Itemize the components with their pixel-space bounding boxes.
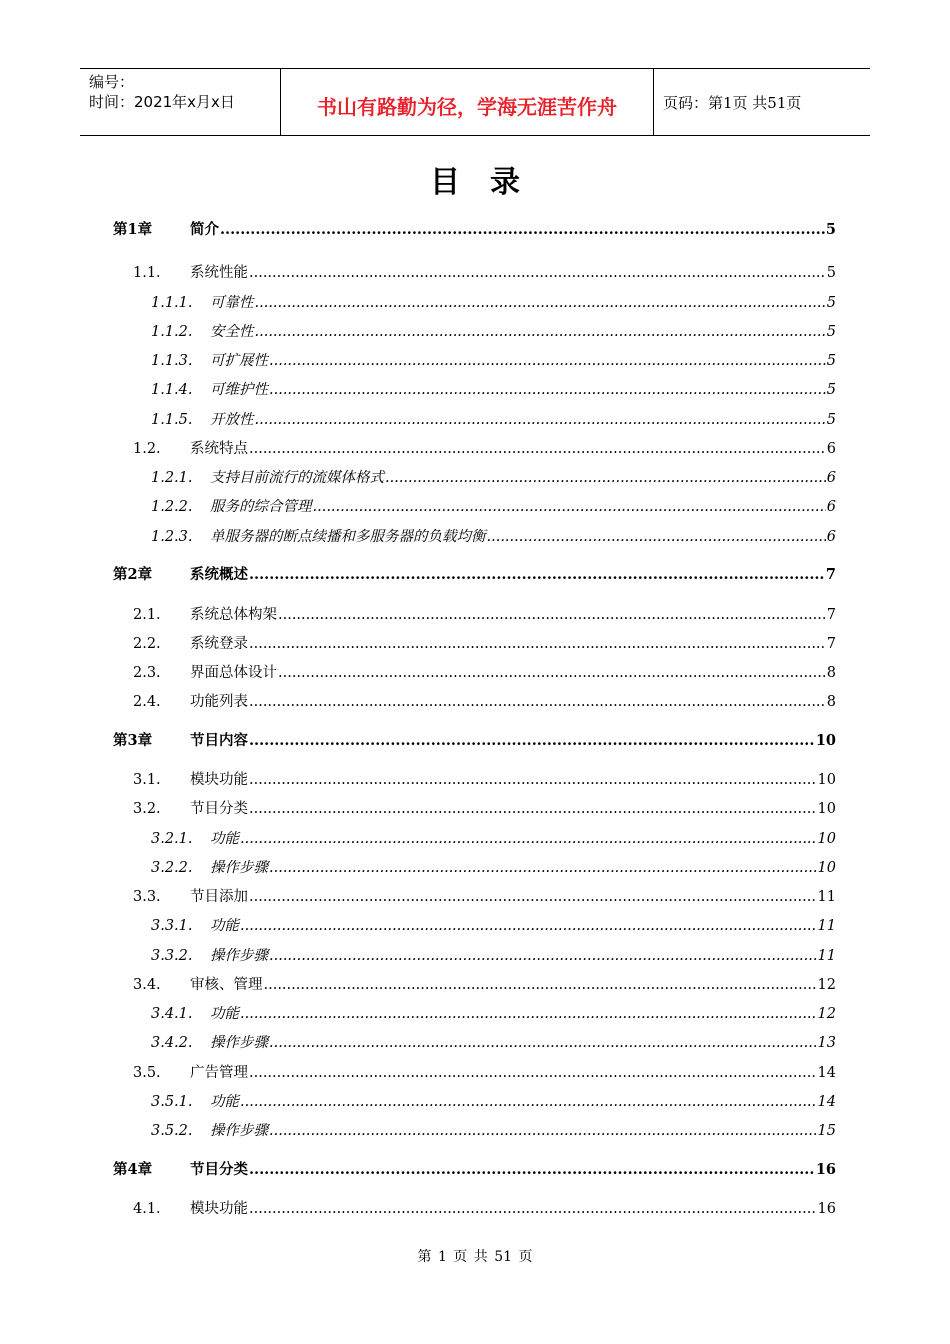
page-footer: 第 1 页 共 51 页: [417, 1249, 533, 1265]
toc-leader-dots: [269, 948, 817, 964]
toc-entry[interactable]: [113, 944, 836, 965]
toc-entry-label: 开放性: [210, 412, 254, 428]
toc-entry-page: 10: [817, 831, 836, 847]
toc-entry[interactable]: [113, 563, 836, 584]
toc-entry-label: 简介: [190, 221, 219, 238]
toc-entry-label: 系统登录: [190, 636, 248, 652]
toc-entry-number: 1.2.3.: [151, 529, 193, 545]
toc-entry-page: 6: [826, 441, 836, 457]
toc-entry-number: 3.2.2.: [151, 860, 193, 876]
toc-leader-dots: [249, 772, 817, 788]
toc-leader-dots: [313, 499, 826, 515]
toc-entry-label: 节目分类: [190, 1161, 248, 1178]
toc-entry-label: 节目分类: [190, 801, 248, 817]
toc-entry[interactable]: [113, 437, 836, 458]
toc-entry-number: 3.5.: [133, 1065, 161, 1081]
toc-entry-page: 10: [817, 860, 836, 876]
number-label: 编号：: [89, 73, 135, 91]
toc-entry[interactable]: [113, 408, 836, 429]
toc-entry-number: 3.4.2.: [151, 1035, 193, 1051]
toc-entry[interactable]: [113, 1158, 836, 1179]
toc-entry-label: 服务的综合管理: [210, 499, 312, 515]
toc-entry-label: 支持目前流行的流媒体格式: [210, 470, 384, 486]
toc-entry-number: 2.2.: [133, 636, 161, 652]
toc-entry-number: 1.1.2.: [151, 324, 193, 340]
toc-entry-page: 5: [826, 382, 836, 398]
toc-entry-page: 16: [817, 1201, 836, 1217]
toc-entry-page: 6: [826, 499, 836, 515]
toc-entry-label: 操作步骤: [210, 1123, 268, 1139]
toc-entry-number: 1.2.: [133, 441, 161, 457]
toc-entry-page: 10: [815, 732, 836, 749]
toc-entry-number: 1.1.1.: [151, 295, 193, 311]
toc-entry-label: 功能: [210, 1094, 239, 1110]
toc-entry-label: 节目内容: [190, 732, 248, 749]
toc-entry-number: 1.2.2.: [151, 499, 193, 515]
toc-leader-dots: [278, 607, 826, 623]
toc-leader-dots: [269, 860, 817, 876]
toc-leader-dots: [249, 566, 825, 583]
toc-entry-number: 3.5.2.: [151, 1123, 193, 1139]
toc-entry-label: 模块功能: [190, 772, 248, 788]
toc-entry-page: 5: [826, 353, 836, 369]
toc-entry-page: 5: [825, 221, 836, 238]
toc-entry-page: 12: [817, 1006, 836, 1022]
toc-entry[interactable]: [113, 466, 836, 487]
toc-entry[interactable]: [113, 797, 836, 818]
toc-entry-page: 6: [826, 529, 836, 545]
toc-leader-dots: [269, 353, 826, 369]
toc-entry-number: 1.2.1.: [151, 470, 193, 486]
toc-entry-page: 14: [817, 1094, 836, 1110]
toc-leader-dots: [249, 1161, 815, 1178]
toc-entry-page: 11: [817, 948, 836, 964]
toc-entry-number: 3.3.2.: [151, 948, 193, 964]
toc-entry-label: 模块功能: [190, 1201, 248, 1217]
toc-entry[interactable]: [113, 632, 836, 653]
toc-leader-dots: [255, 295, 826, 311]
toc-entry[interactable]: [113, 1090, 836, 1111]
toc-entry[interactable]: [113, 973, 836, 994]
toc-entry-page: 11: [817, 918, 836, 934]
toc-entry-page: 7: [825, 566, 836, 583]
toc-entry-number: 1.1.4.: [151, 382, 193, 398]
toc-entry-page: 8: [826, 665, 836, 681]
toc-leader-dots: [255, 412, 826, 428]
toc-entry-number: 1.1.5.: [151, 412, 193, 428]
toc-entry[interactable]: [113, 1061, 836, 1082]
toc-entry-label: 操作步骤: [210, 860, 268, 876]
toc-entry-number: 1.1.3.: [151, 353, 193, 369]
header-meta: [80, 69, 281, 135]
toc-entry-page: 5: [826, 295, 836, 311]
toc-entry[interactable]: [113, 320, 836, 341]
toc-leader-dots: [269, 382, 826, 398]
toc-entry-page: 12: [817, 977, 836, 993]
toc-leader-dots: [278, 665, 826, 681]
toc-entry[interactable]: [113, 1031, 836, 1052]
toc-entry-page: 14: [817, 1065, 836, 1081]
toc-entry-number: 2.1.: [133, 607, 161, 623]
toc-entry-number: 3.3.: [133, 889, 161, 905]
toc-leader-dots: [249, 732, 815, 749]
toc-leader-dots: [249, 889, 817, 905]
toc-leader-dots: [487, 529, 826, 545]
toc-entry[interactable]: [113, 349, 836, 370]
toc-leader-dots: [249, 801, 817, 817]
toc-entry-page: 5: [826, 265, 836, 281]
toc-entry[interactable]: [113, 1002, 836, 1023]
toc-entry-number: 第3章: [113, 732, 153, 749]
toc-leader-dots: [269, 1035, 817, 1051]
toc-leader-dots: [240, 1006, 817, 1022]
toc-entry-label: 界面总体设计: [190, 665, 277, 681]
toc-leader-dots: [249, 1065, 817, 1081]
toc-entry-label: 系统概述: [190, 566, 248, 583]
toc-entry-page: 8: [826, 694, 836, 710]
toc-leader-dots: [240, 831, 817, 847]
toc-entry-page: 7: [826, 636, 836, 652]
toc-entry-page: 16: [815, 1161, 836, 1178]
toc-entry[interactable]: [113, 603, 836, 624]
toc-entry-label: 可靠性: [210, 295, 254, 311]
toc-entry-number: 3.2.1.: [151, 831, 193, 847]
toc-entry-label: 安全性: [210, 324, 254, 340]
toc-leader-dots: [249, 441, 826, 457]
toc-entry[interactable]: [113, 378, 836, 399]
toc-entry-number: 第1章: [113, 221, 153, 238]
toc-entry[interactable]: [113, 1119, 836, 1140]
toc-entry-number: 2.4.: [133, 694, 161, 710]
page-header: [80, 68, 870, 136]
toc-leader-dots: [249, 265, 826, 281]
toc-entry-number: 3.1.: [133, 772, 161, 788]
toc-entry-number: 第2章: [113, 566, 153, 583]
toc-entry-number: 3.4.1.: [151, 1006, 193, 1022]
toc-entry-label: 功能: [210, 918, 239, 934]
toc-entry-label: 功能列表: [190, 694, 248, 710]
toc-entry[interactable]: [113, 768, 836, 789]
toc-entry-label: 可扩展性: [210, 353, 268, 369]
toc-entry[interactable]: [113, 885, 836, 906]
toc-entry-page: 11: [817, 889, 836, 905]
toc-leader-dots: [249, 694, 826, 710]
toc-entry-page: 10: [817, 772, 836, 788]
toc-entry-number: 3.2.: [133, 801, 161, 817]
toc-entry[interactable]: [113, 525, 836, 546]
toc-leader-dots: [249, 1201, 817, 1217]
toc-entry-label: 可维护性: [210, 382, 268, 398]
toc-entry[interactable]: [113, 856, 836, 877]
toc-entry-label: 系统特点: [190, 441, 248, 457]
toc-entry-label: 审核、管理: [190, 977, 263, 993]
toc-entry-label: 广告管理: [190, 1065, 248, 1081]
toc-entry-page: 6: [826, 470, 836, 486]
toc-entry-label: 功能: [210, 831, 239, 847]
toc-entry-page: 15: [817, 1123, 836, 1139]
toc-entry-number: 第4章: [113, 1161, 153, 1178]
toc-entry-label: 系统总体构架: [190, 607, 277, 623]
toc-entry[interactable]: [113, 690, 836, 711]
toc-entry-number: 4.1.: [133, 1201, 161, 1217]
toc-entry-page: 7: [826, 607, 836, 623]
toc-entry-number: 3.5.1.: [151, 1094, 193, 1110]
toc-entry-label: 节目添加: [190, 889, 248, 905]
toc-entry[interactable]: [113, 914, 836, 935]
header-motto: 书山有路勤为径，学海无涯苦作舟: [281, 69, 654, 135]
toc-leader-dots: [269, 1123, 817, 1139]
toc-entry-label: 系统性能: [190, 265, 248, 281]
toc-entry-label: 单服务器的断点续播和多服务器的负载均衡: [210, 529, 486, 545]
toc-entry-number: 1.1.: [133, 265, 161, 281]
toc-entry-number: 3.4.: [133, 977, 161, 993]
toc-leader-dots: [385, 470, 826, 486]
toc-entry-label: 操作步骤: [210, 1035, 268, 1051]
toc-entry[interactable]: [113, 661, 836, 682]
toc-entry-label: 功能: [210, 1006, 239, 1022]
toc-leader-dots: [255, 324, 826, 340]
toc-entry[interactable]: [113, 1197, 836, 1218]
toc-entry-page: 10: [817, 801, 836, 817]
toc-entry-number: 3.3.1.: [151, 918, 193, 934]
toc-entry[interactable]: [113, 827, 836, 848]
toc-entry-label: 操作步骤: [210, 948, 268, 964]
toc-entry[interactable]: [113, 495, 836, 516]
toc-entry-page: 13: [817, 1035, 836, 1051]
time-label: 时间：2021年x月x日: [89, 93, 235, 111]
toc-leader-dots: [240, 1094, 817, 1110]
toc-entry[interactable]: [113, 291, 836, 312]
toc-entry-page: 5: [826, 324, 836, 340]
toc-entry[interactable]: [113, 729, 836, 750]
header-page-info: 页码：第1页 共51页: [663, 93, 802, 112]
toc-entry[interactable]: [113, 218, 836, 239]
toc-entry-page: 5: [826, 412, 836, 428]
toc-leader-dots: [264, 977, 817, 993]
toc-entry-number: 2.3.: [133, 665, 161, 681]
page-title: 目录: [430, 165, 550, 200]
toc-leader-dots: [240, 918, 817, 934]
toc-leader-dots: [249, 636, 826, 652]
toc-leader-dots: [220, 221, 825, 238]
toc-entry[interactable]: [113, 261, 836, 282]
